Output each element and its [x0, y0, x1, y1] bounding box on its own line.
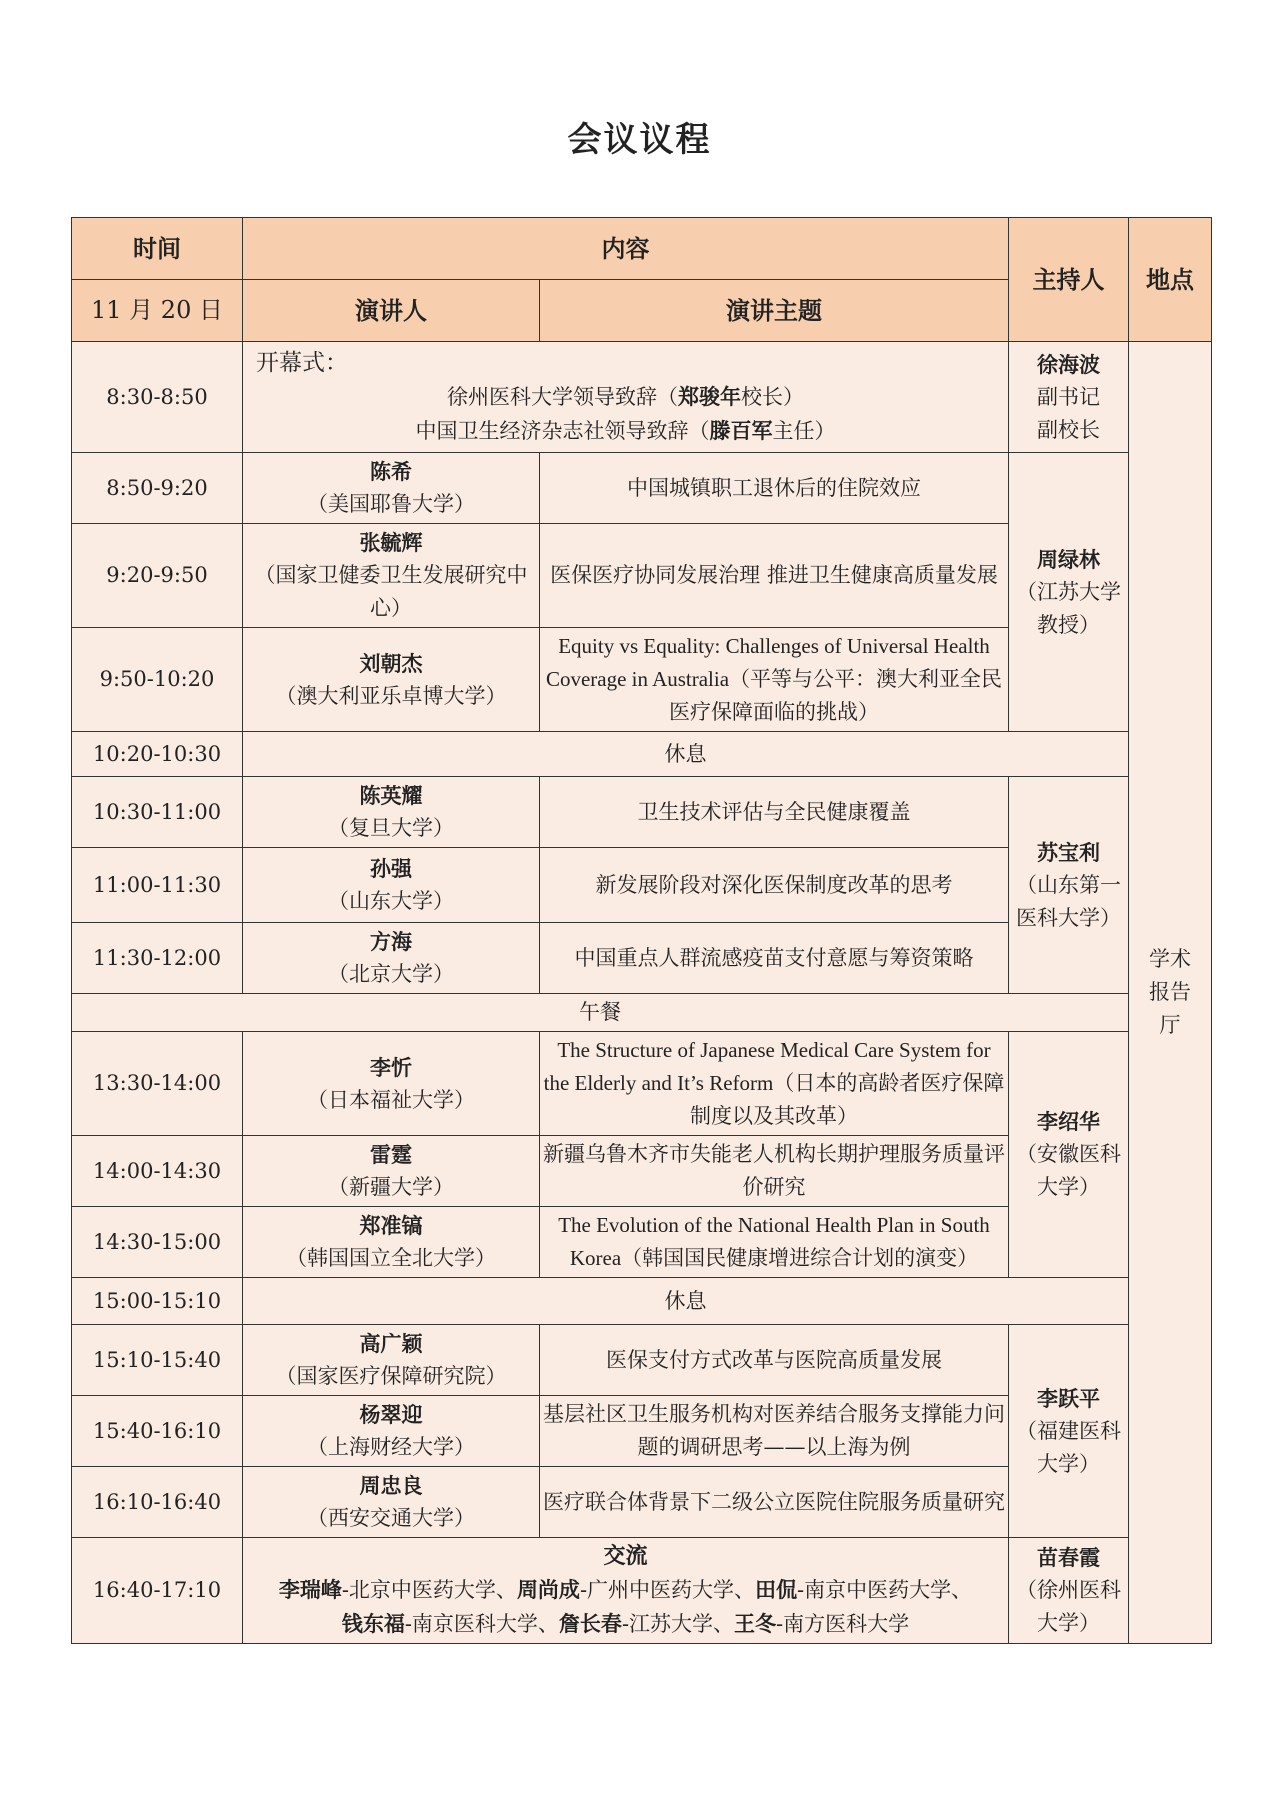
time-cell: 13:30-14:00	[72, 1032, 243, 1136]
time-cell: 11:00-11:30	[72, 848, 243, 923]
participant-affiliation: -江苏大学、	[621, 1612, 735, 1636]
topic-english: The Evolution of the National Health Plan in South Korea	[558, 1213, 990, 1270]
speaker-name: 郑准镐	[359, 1213, 423, 1238]
lunch-row	[72, 994, 1212, 1032]
header-topic: 演讲主题	[540, 280, 1009, 342]
opening-line-1	[246, 380, 1005, 414]
opening-text: 徐州医科大学领导致辞（	[447, 384, 678, 409]
opening-text: 中国卫生经济杂志社领导致辞（	[415, 418, 710, 443]
time-cell: 10:30-11:00	[72, 777, 243, 848]
exchange-row	[72, 1538, 1212, 1644]
lunch-label: 午餐	[72, 994, 1129, 1032]
speaker-cell	[243, 777, 540, 848]
talk-row	[72, 453, 1212, 524]
exchange-title: 交流	[603, 1543, 648, 1569]
host-name: 苏宝利	[1037, 839, 1100, 865]
topic-cell: 中国重点人群流感疫苗支付意愿与筹资策略	[540, 923, 1009, 994]
host-affiliation: （安徽医科大学）	[1016, 1142, 1121, 1199]
time-cell: 8:50-9:20	[72, 453, 243, 524]
time-cell: 15:10-15:40	[72, 1325, 243, 1396]
host-name: 李跃平	[1037, 1385, 1100, 1411]
speaker-cell	[243, 848, 540, 923]
host-title: 副书记	[1037, 384, 1100, 409]
host-cell	[1009, 1538, 1129, 1644]
host-cell	[1009, 1325, 1129, 1538]
break-row	[72, 1278, 1212, 1325]
header-time: 时间	[72, 218, 243, 280]
speaker-name: 杨翠迎	[359, 1402, 423, 1427]
participant-name: 李瑞峰	[278, 1577, 342, 1602]
speaker-name: 雷霆	[370, 1142, 412, 1167]
speaker-affiliation: （澳大利亚乐卓博大学）	[275, 683, 507, 708]
page-title: 会议议程	[567, 120, 712, 160]
participant-name: 詹长春	[558, 1611, 622, 1636]
host-title: 副校长	[1037, 417, 1100, 442]
topic-cell	[540, 1207, 1009, 1278]
speaker-cell	[243, 628, 540, 732]
break-label: 休息	[243, 732, 1129, 777]
opening-text: 主任）	[772, 418, 836, 443]
time-cell: 14:30-15:00	[72, 1207, 243, 1278]
time-cell: 8:30-8:50	[72, 342, 243, 453]
topic-cell: 医保支付方式改革与医院高质量发展	[540, 1325, 1009, 1396]
speaker-cell	[243, 453, 540, 524]
time-cell: 9:20-9:50	[72, 524, 243, 628]
host-cell	[1009, 777, 1129, 994]
topic-cell: 医保医疗协同发展治理 推进卫生健康高质量发展	[540, 524, 1009, 628]
time-cell: 9:50-10:20	[72, 628, 243, 732]
opening-line-2	[246, 414, 1005, 448]
participant-name: 王冬	[734, 1611, 777, 1636]
speaker-name: 李忻	[370, 1054, 412, 1080]
host-name: 周绿林	[1037, 546, 1100, 572]
speaker-affiliation: （新疆大学）	[328, 1175, 454, 1199]
speaker-affiliation: （国家医疗保障研究院）	[275, 1364, 507, 1388]
participant-name: 田侃	[755, 1577, 798, 1602]
topic-english: Equity vs Equality: Challenges of Universal Health Coverage in Australia	[545, 634, 990, 691]
venue-cell	[1129, 342, 1212, 1644]
header-date: 11 月 20 日	[72, 280, 243, 342]
time-cell: 15:00-15:10	[72, 1278, 243, 1325]
speaker-affiliation: （上海财经大学）	[307, 1435, 475, 1459]
participant-name: 钱东福	[341, 1611, 405, 1636]
speaker-name: 张毓辉	[359, 530, 423, 555]
participant-name: 周尚成	[516, 1577, 580, 1602]
opening-row	[72, 342, 1212, 453]
header-row	[72, 218, 1212, 280]
talk-row	[72, 777, 1212, 848]
topic-english: The Structure of Japanese Medical Care System for the Elderly and It’s Reform	[543, 1038, 991, 1095]
talk-row	[72, 1325, 1212, 1396]
topic-cell: 基层社区卫生服务机构对医养结合服务支撑能力问题的调研思考——以上海为例	[540, 1396, 1009, 1467]
participant-affiliation: -北京中医药大学、	[341, 1578, 517, 1602]
speaker-affiliation: （国家卫健委卫生发展研究中心）	[254, 563, 528, 620]
speaker-name: 周忠良	[359, 1473, 423, 1498]
topic-chinese: （韩国国民健康增进综合计划的演变）	[621, 1246, 979, 1270]
speaker-affiliation: （北京大学）	[328, 962, 454, 986]
time-cell: 16:40-17:10	[72, 1538, 243, 1644]
opening-text: 校长）	[741, 384, 804, 409]
speaker-name: 陈希	[370, 459, 412, 484]
opening-cell	[243, 342, 1009, 453]
host-cell	[1009, 453, 1129, 732]
participant-affiliation: -广州中医药大学、	[579, 1578, 756, 1602]
topic-cell: 医疗联合体背景下二级公立医院住院服务质量研究	[540, 1467, 1009, 1538]
speaker-name: 陈英耀	[359, 783, 423, 808]
header-host: 主持人	[1009, 218, 1129, 342]
speaker-affiliation: （美国耶鲁大学）	[307, 492, 475, 516]
speaker-affiliation: （复旦大学）	[328, 816, 454, 840]
header-venue: 地点	[1129, 218, 1212, 342]
opening-name: 郑骏年	[678, 383, 741, 409]
speaker-cell	[243, 923, 540, 994]
time-cell: 11:30-12:00	[72, 923, 243, 994]
speaker-cell	[243, 1032, 540, 1136]
participant-affiliation: -南方医科大学	[776, 1612, 910, 1636]
speaker-cell	[243, 1467, 540, 1538]
talk-row	[72, 1032, 1212, 1136]
speaker-cell	[243, 1207, 540, 1278]
topic-cell	[540, 628, 1009, 732]
topic-cell	[540, 1032, 1009, 1136]
topic-cell: 新疆乌鲁木齐市失能老人机构长期护理服务质量评价研究	[540, 1136, 1009, 1207]
time-cell: 10:20-10:30	[72, 732, 243, 777]
topic-chinese: （平等与公平：澳大利亚全民医疗保障面临的挑战）	[669, 667, 1003, 724]
speaker-cell	[243, 1396, 540, 1467]
opening-label: 开幕式：	[256, 349, 348, 376]
host-affiliation: （江苏大学教授）	[1016, 579, 1121, 637]
host-name: 徐海波	[1037, 351, 1100, 377]
header-speaker: 演讲人	[243, 280, 540, 342]
host-cell	[1009, 342, 1129, 453]
venue-name: 学术报告厅	[1149, 947, 1191, 1037]
topic-cell: 卫生技术评估与全民健康覆盖	[540, 777, 1009, 848]
speaker-cell	[243, 1325, 540, 1396]
exchange-cell	[243, 1538, 1009, 1644]
break-row	[72, 732, 1212, 777]
topic-chinese: （日本的高龄者医疗保障制度以及其改革）	[690, 1071, 1005, 1128]
break-label: 休息	[243, 1278, 1129, 1325]
exchange-participants-line-1	[246, 1573, 1005, 1607]
topic-cell: 中国城镇职工退休后的住院效应	[540, 453, 1009, 524]
header-content: 内容	[243, 218, 1009, 280]
host-name: 李绍华	[1037, 1109, 1100, 1134]
time-cell: 16:10-16:40	[72, 1467, 243, 1538]
speaker-cell	[243, 524, 540, 628]
speaker-affiliation: （山东大学）	[328, 889, 454, 913]
host-cell	[1009, 1032, 1129, 1278]
speaker-affiliation: （韩国国立全北大学）	[286, 1246, 496, 1270]
time-cell: 14:00-14:30	[72, 1136, 243, 1207]
speaker-name: 孙强	[370, 856, 412, 881]
opening-name: 滕百军	[709, 417, 773, 443]
host-affiliation: （山东第一医科大学）	[1016, 872, 1121, 930]
topic-cell: 新发展阶段对深化医保制度改革的思考	[540, 848, 1009, 923]
speaker-affiliation: （西安交通大学）	[307, 1506, 475, 1530]
exchange-participants-line-2	[246, 1607, 1005, 1641]
host-affiliation: （徐州医科大学）	[1016, 1578, 1121, 1635]
host-name: 苗春霞	[1037, 1545, 1100, 1570]
time-cell: 15:40-16:10	[72, 1396, 243, 1467]
speaker-name: 方海	[370, 929, 412, 954]
participant-affiliation: -南京中医药大学、	[797, 1578, 973, 1602]
participant-affiliation: -南京医科大学、	[404, 1612, 559, 1636]
host-affiliation: （福建医科大学）	[1016, 1418, 1121, 1476]
agenda-table	[71, 217, 1212, 1644]
speaker-name: 刘朝杰	[359, 650, 423, 676]
speaker-cell	[243, 1136, 540, 1207]
speaker-name: 高广颖	[359, 1331, 423, 1356]
speaker-affiliation: （日本福祉大学）	[307, 1087, 475, 1112]
